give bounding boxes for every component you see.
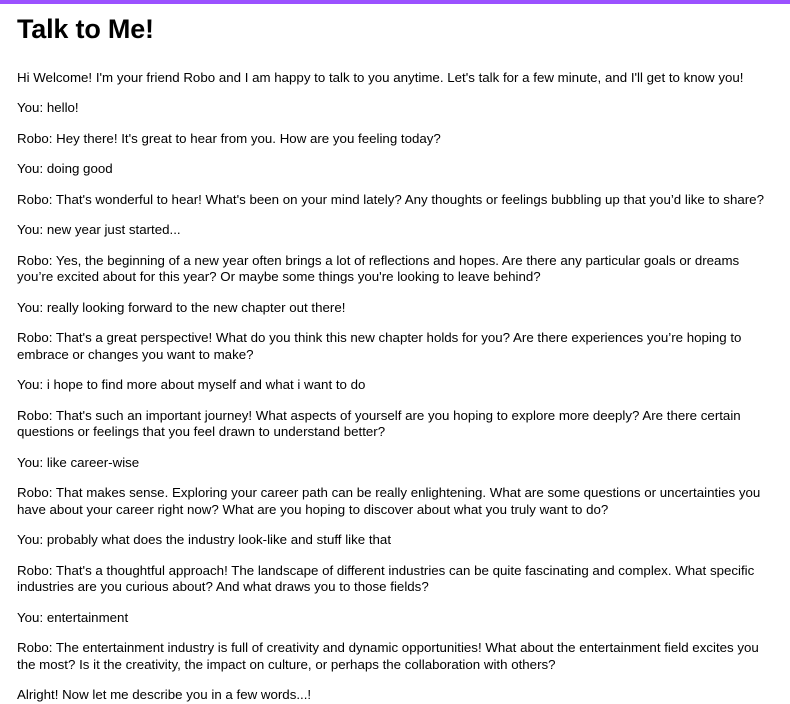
turn-spacer [17, 596, 773, 610]
turn-spacer [17, 549, 773, 563]
turn-spacer [17, 471, 773, 485]
chat-message-robo: Robo: Hey there! It's great to hear from you. How are you feeling today? [17, 130, 441, 146]
title-spacer [17, 45, 773, 70]
conversation-log [17, 86, 773, 673]
turn-spacer [17, 363, 773, 377]
turn-spacer [17, 441, 773, 455]
chat-message-you: You: doing good [17, 161, 113, 177]
turn-spacer [17, 518, 773, 532]
chat-message-you: You: i hope to find more about myself and what i want to do [17, 377, 366, 393]
turn-spacer [17, 239, 773, 253]
chat-message-you: You: hello! [17, 100, 79, 116]
turn-spacer [17, 316, 773, 330]
chat-message-robo: Robo: That's such an important journey! What aspects of yourself are you hoping to explore more deeply? Are there certain questions or feelings that you feel drawn to understand better? [17, 407, 741, 440]
chat-message-you: You: entertainment [17, 609, 129, 625]
turn-spacer [17, 626, 773, 640]
chat-message-you: You: like career-wise [17, 454, 140, 470]
chat-message-robo: Robo: The entertainment industry is full of creativity and dynamic opportunities! What about the entertainment field excites you the most? Is it the creativity, the impact on culture, or perhaps the collaboration with others? [17, 640, 759, 672]
turn-spacer [17, 394, 773, 408]
page-title: Talk to Me! [17, 14, 154, 44]
chat-message-you: You: really looking forward to the new chapter out there! [17, 299, 346, 315]
turn-spacer [17, 208, 773, 222]
turn-spacer [17, 178, 773, 192]
chat-message-robo: Robo: That's wonderful to hear! What's been on your mind lately? Any thoughts or feelings bubbling up that you’d like to share? [17, 191, 764, 207]
turn-spacer [17, 117, 773, 131]
turn-spacer [17, 147, 773, 161]
chat-message-robo: Robo: That's a thoughtful approach! The landscape of different industries can be quite fascinating and complex. What specific industries are you curious about? And what draws you to those fields? [17, 562, 755, 595]
top-accent-bar [0, 0, 790, 4]
turn-spacer [17, 286, 773, 300]
closing-message: Alright! Now let me describe you in a few words...! [17, 687, 312, 703]
intro-message: Hi Welcome! I'm your friend Robo and I am happy to talk to you anytime. Let's talk for a few minute, and I'll get to know you! [17, 69, 744, 85]
chat-message-robo: Robo: Yes, the beginning of a new year often brings a lot of reflections and hopes. Are there any particular goals or dreams you’re excited about for this year? Or maybe some things you're looking to leave behind? [17, 252, 740, 285]
chat-message-you: You: new year just started... [17, 222, 181, 238]
turn-spacer [17, 86, 773, 100]
page-content [0, 15, 790, 704]
chat-message-robo: Robo: That's a great perspective! What do you think this new chapter holds for you? Are there experiences you’re hoping to embrace or changes you want to make? [17, 330, 742, 362]
chat-message-you: You: probably what does the industry look-like and stuff like that [17, 532, 392, 548]
closing-spacer [17, 673, 773, 687]
chat-message-robo: Robo: That makes sense. Exploring your career path can be really enlightening. What are some questions or uncertainties you have about your career right now? What are you hoping to discover about what you truly want to do? [17, 485, 761, 517]
